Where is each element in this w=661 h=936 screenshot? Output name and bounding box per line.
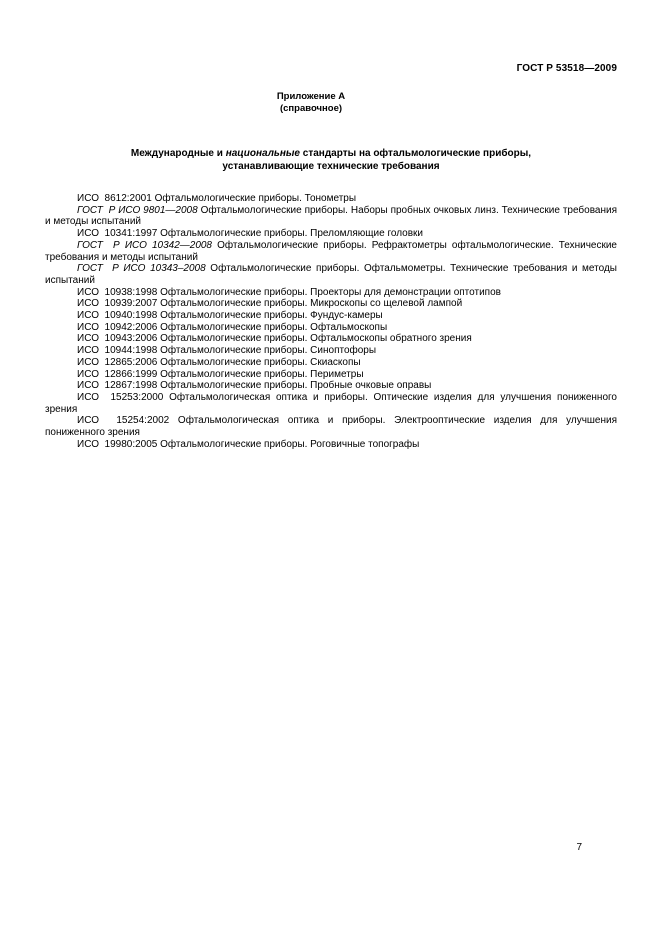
standards-list [45, 193, 617, 450]
standard-entry [45, 357, 617, 369]
standard-entry [45, 310, 617, 322]
standard-title: Офтальмологические приборы. Микроскопы со щелевой лампой [157, 298, 463, 310]
standard-title: Офтальмологические приборы. Периметры [157, 368, 364, 380]
standard-entry [45, 205, 617, 228]
standard-title: Офтальмологическая оптика и приборы. Оптические изделия для улучшения пониженного зрения [45, 391, 617, 415]
section-title-line-1 [45, 148, 617, 161]
standard-code: ИСО 8612:2001 [77, 193, 152, 204]
title-part-1: Международные и [130, 148, 226, 159]
standard-entry [45, 298, 617, 310]
appendix-type: (справочное) [279, 102, 343, 114]
standard-code: ИСО 15254:2002 [77, 415, 170, 427]
standard-entry [45, 415, 617, 438]
section-title-line-2: устанавливающие технические требования [222, 160, 440, 172]
standard-code: ГОСТ Р ИСО 10342—2008 [77, 239, 212, 251]
standard-title: Офтальмологические приборы. Скиаскопы [157, 356, 361, 368]
standard-title: Офтальмологические приборы. Офтальмометры. Технические требования и методы испытаний [45, 263, 617, 286]
standard-code: ИСО 10942:2006 [77, 321, 158, 333]
doc-code: ГОСТ Р 53518—2009 [516, 63, 617, 74]
standard-code: ИСО 10939:2007 [77, 298, 158, 310]
standard-title: Офтальмологические приборы. Наборы пробных очковых линз. Технические требования и методы испытаний [45, 204, 617, 228]
standard-code: ИСО 15253:2000 [77, 391, 164, 403]
standard-title: Офтальмологические приборы. Проекторы для демонстрации оптотипов [157, 286, 501, 298]
standard-title: Офтальмологические приборы. Офтальмоскопы [157, 321, 388, 333]
standard-entry [45, 228, 617, 240]
standard-title: Офтальмологические приборы. Тонометры [151, 193, 357, 204]
standard-entry [45, 380, 617, 392]
standard-title: Офтальмологические приборы. Фундус-камеры [157, 310, 383, 322]
standard-code: ИСО 12867:1998 [77, 380, 158, 392]
standard-entry [45, 263, 617, 286]
standard-entry [45, 439, 617, 451]
standard-entry [45, 193, 617, 205]
standard-entry [45, 392, 617, 415]
standard-code: ИСО 12866:1999 [77, 368, 158, 380]
standard-title: Офтальмологические приборы. Офтальмоскопы обратного зрения [157, 333, 472, 345]
standard-code: ИСО 10938:1998 [77, 286, 158, 298]
standard-entry [45, 345, 617, 357]
standard-code: ИСО 10944:1998 [77, 345, 158, 357]
standard-entry [45, 240, 617, 263]
standard-code: ИСО 10341:1997 [77, 228, 158, 240]
title-part-3: стандарты на офтальмологические приборы, [300, 148, 532, 159]
appendix-label: Приложение А [276, 91, 346, 102]
standard-entry [45, 322, 617, 334]
standard-title: Офтальмологические приборы. Пробные очковые оправы [157, 380, 432, 392]
standard-title: Офтальмологические приборы. Преломляющие головки [157, 228, 424, 240]
standard-code: ИСО 10943:2006 [77, 333, 158, 345]
section-title [45, 148, 617, 173]
appendix-heading [0, 91, 622, 114]
standard-entry [45, 333, 617, 345]
standard-title: Офтальмологические приборы. Рефрактометры офтальмологические. Технические требования и методы испытаний [45, 239, 617, 263]
standard-title: Офтальмологические приборы. Роговичные топографы [157, 438, 420, 450]
standard-title: Офтальмологические приборы. Синоптофоры [157, 345, 377, 357]
standard-code: ГОСТ Р ИСО 9801—2008 [77, 204, 198, 216]
page-number: 7 [576, 842, 582, 853]
title-part-2-italic: национальные [225, 148, 300, 159]
standard-code: ГОСТ Р ИСО 10343–2008 [77, 263, 206, 275]
standard-code: ИСО 19980:2005 [77, 438, 158, 450]
standard-code: ИСО 12865:2006 [77, 356, 158, 368]
standard-title: Офтальмологическая оптика и приборы. Электрооптические изделия для улучшения пониженного зрения [45, 415, 618, 439]
standard-entry [45, 369, 617, 381]
standard-code: ИСО 10940:1998 [77, 310, 158, 322]
standard-entry [45, 287, 617, 299]
